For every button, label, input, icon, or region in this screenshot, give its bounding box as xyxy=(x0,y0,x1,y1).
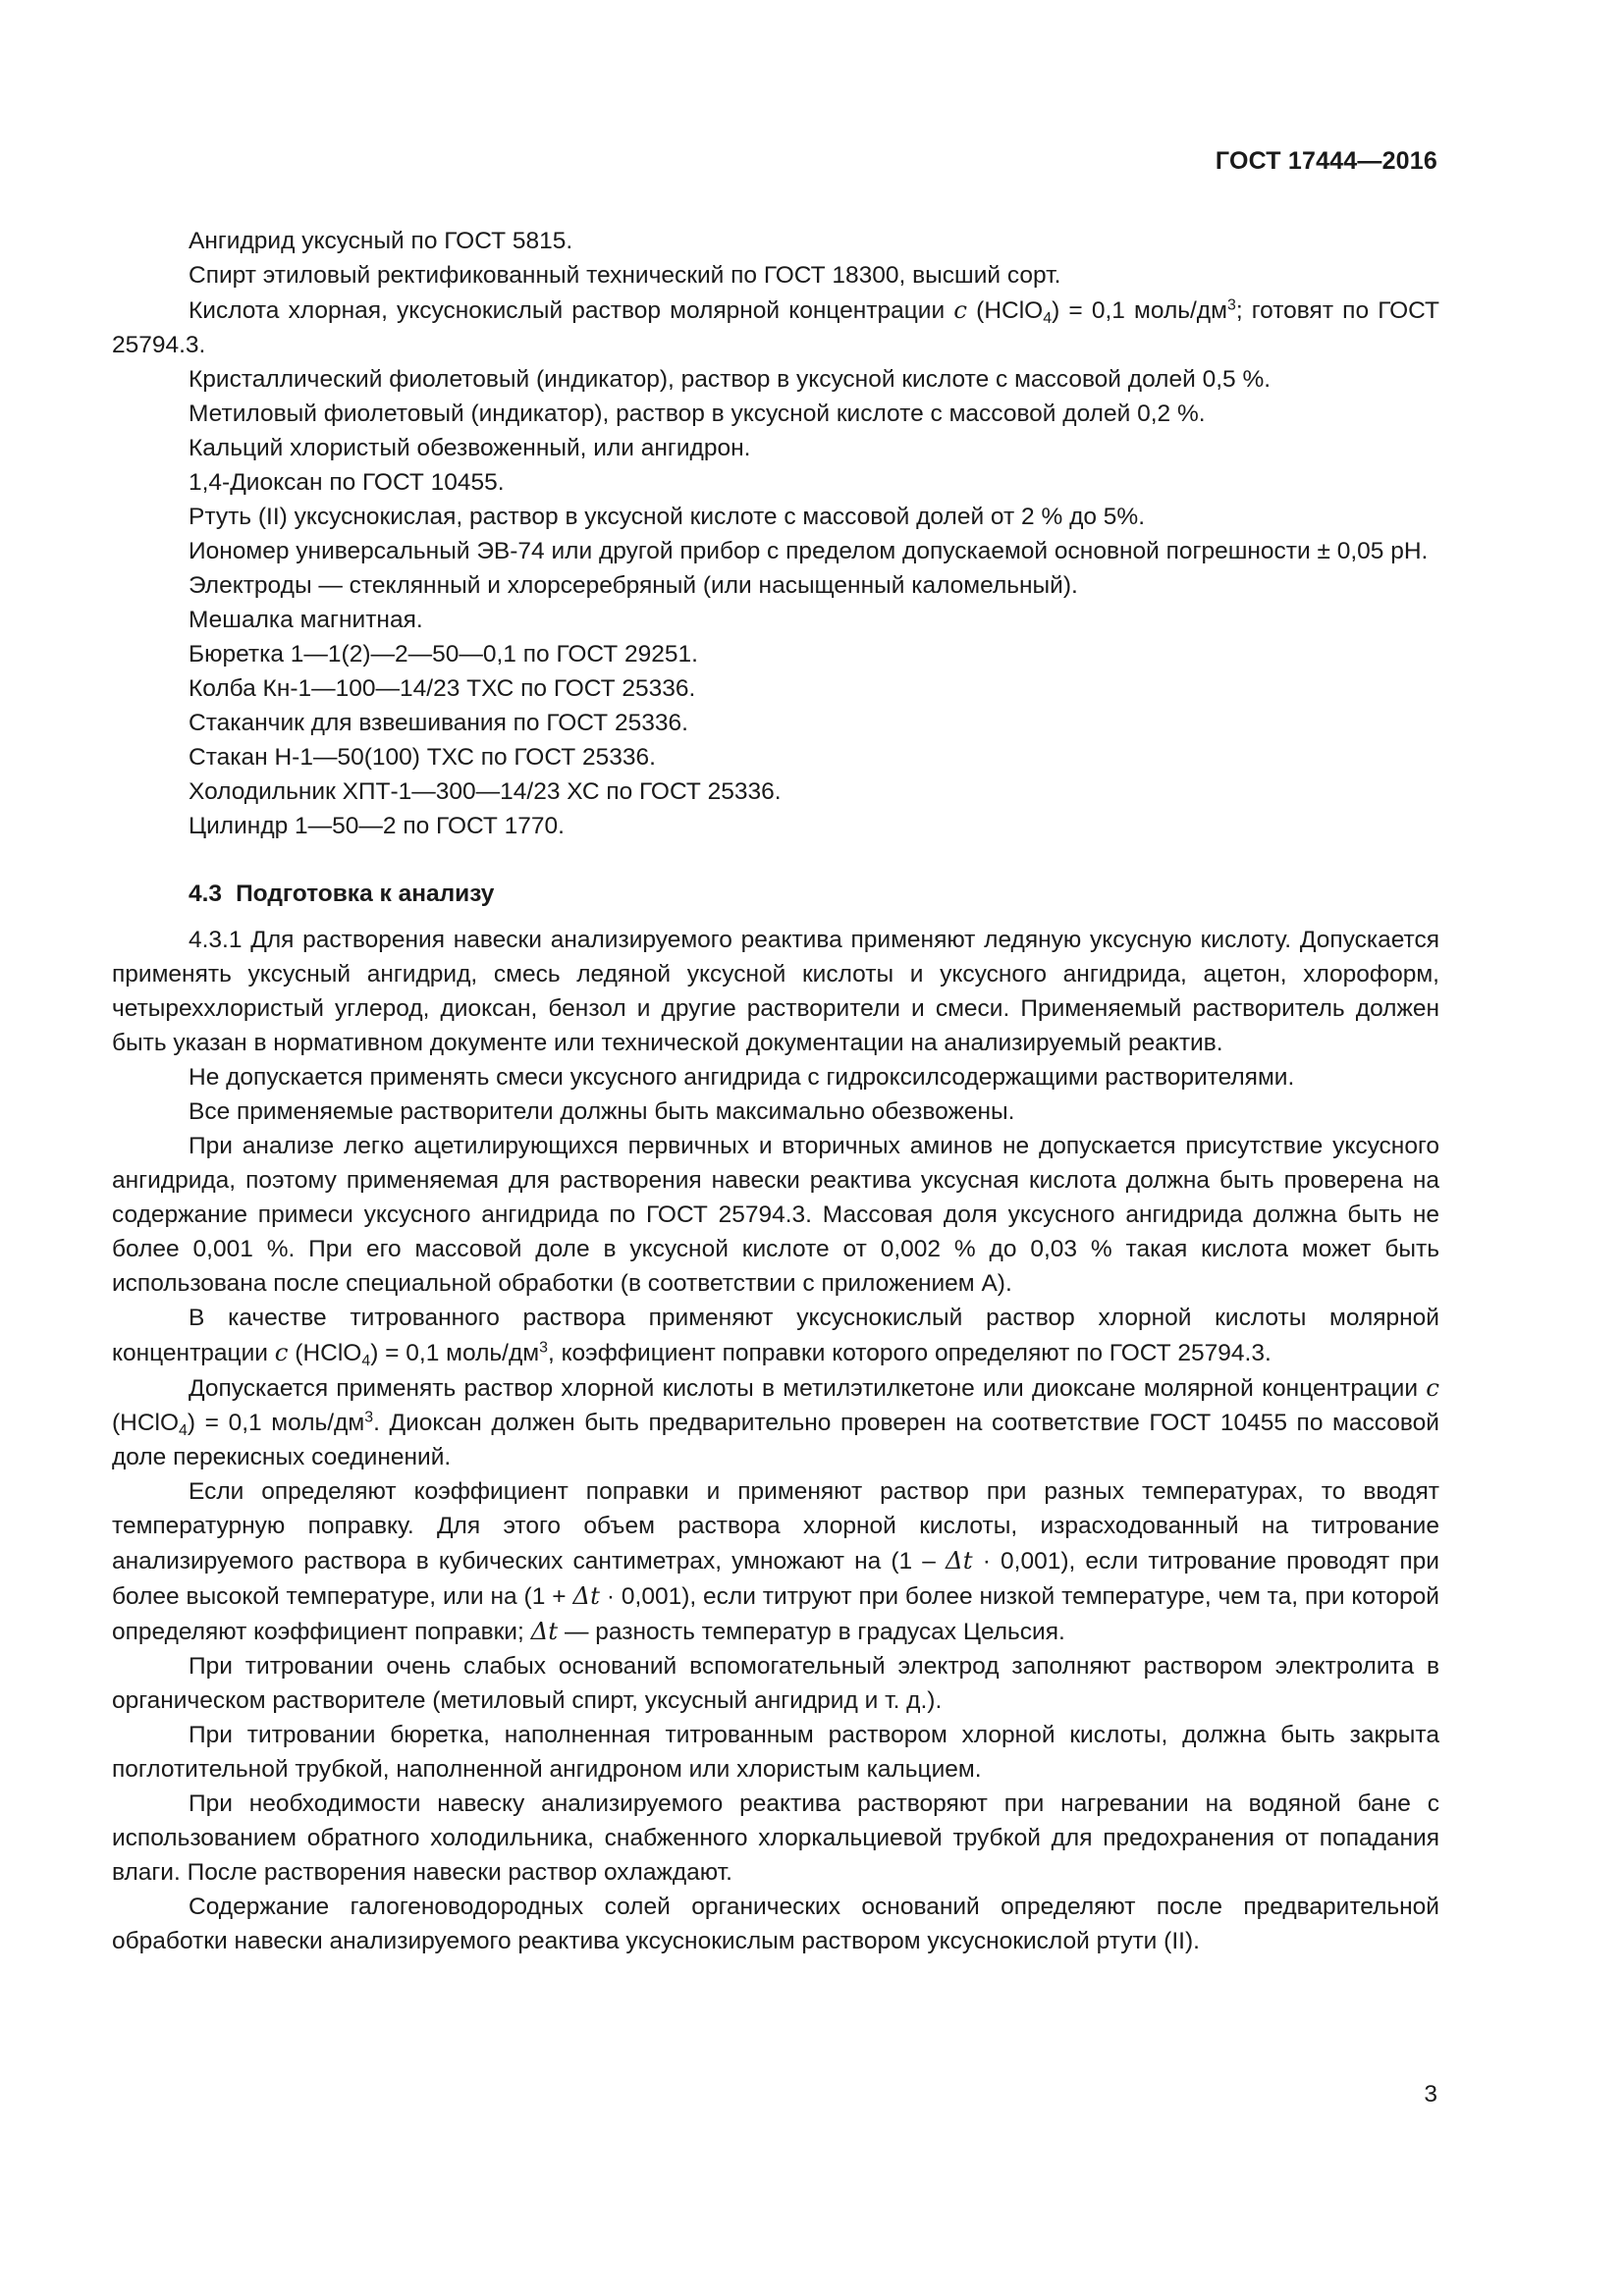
paragraph: Содержание галогеноводородных солей органических оснований определяют после предварительной обработки навески анализируемого реактива уксуснокислым раствором уксуснокислой ртути (II). xyxy=(112,1894,1439,1954)
paragraph-alternate-solvent: Допускается применять раствор хлорной кислоты в метилэтилкетоне или диоксане молярной концентрации c (HClO$_4$) = 0,1 моль/$дм^3$. Диоксан должен быть предварительно проверен на соответствие ГОСТ 10455 по массовой доле перекисных соединений. xyxy=(112,1373,1439,1470)
material-item: 1,4-Диоксан по ГОСТ 10455. xyxy=(189,469,505,496)
material-item: Стаканчик для взвешивания по ГОСТ 25336. xyxy=(189,710,688,736)
material-item: Бюретка 1—1(2)—2—50—0,1 по ГОСТ 29251. xyxy=(189,641,698,667)
material-item: Стакан Н-1—50(100) ТХС по ГОСТ 25336. xyxy=(189,744,656,771)
paragraph: При анализе легко ацетилирующихся первичных и вторичных аминов не допускается присутствие уксусного ангидрида, поэтому применяемая для растворения навески реактива уксусная кислота должна быть проверена на содержание примеси уксусного ангидрида по ГОСТ 25794.3. Массовая доля уксусного ангидрида должна быть не более 0,001 %. При его массовой доле в уксусной кислоте от 0,002 % до 0,03 % такая кислота может быть использована после специальной обработки (в соответствии с приложением А). xyxy=(112,1133,1439,1297)
material-item: Электроды — стеклянный и хлорсеребряный (или насыщенный каломельный). xyxy=(189,572,1078,599)
paragraph: При титровании бюретка, наполненная титрованным раствором хлорной кислоты, должна быть закрыта поглотительной трубкой, наполненной ангидроном или хлористым кальцием. xyxy=(112,1722,1439,1783)
paragraph: Все применяемые растворители должны быть максимально обезвожены. xyxy=(189,1098,1015,1125)
paragraph-temperature-correction: Если определяют коэффициент поправки и применяют раствор при разных температурах, то вводят температурную поправку. Для этого объем раствора хлорной кислоты, израсходованный на титрование анализируемого раствора в кубических сантиметрах, умножают на (1 – Δt · 0,001), если титрование проводят при более высокой температуре, или на (1 + Δt · 0,001), если титруют при более низкой температуре, чем та, при которой определяют коэффициент поправки; Δt — разность температур в градусах Цельсия. xyxy=(112,1478,1439,1645)
material-item: Колба Кн-1—100—14/23 ТХС по ГОСТ 25336. xyxy=(189,675,696,702)
material-item: Мешалка магнитная. xyxy=(189,607,423,633)
document-body xyxy=(112,224,1439,1958)
material-item-perchloric-acid: Кислота хлорная, уксуснокислый раствор молярной концентрации c (HClO$_4$) = 0,1 моль/$дм^3$; готовят по ГОСТ 25794.3. xyxy=(112,295,1439,358)
material-item: Цилиндр 1—50—2 по ГОСТ 1770. xyxy=(189,813,565,839)
material-item: Кальций хлористый обезвоженный, или ангидрон. xyxy=(189,435,751,461)
material-item: Ртуть (II) уксуснокислая, раствор в уксусной кислоте с массовой долей от 2 % до 5%. xyxy=(189,504,1146,530)
section-number: 4.3 xyxy=(189,881,223,907)
material-item: Ангидрид уксусный по ГОСТ 5815. xyxy=(189,228,573,254)
material-item: Кристаллический фиолетовый (индикатор), раствор в уксусной кислоте с массовой долей 0,5 %. xyxy=(189,366,1272,393)
material-item: Спирт этиловый ректификованный технический по ГОСТ 18300, высший сорт. xyxy=(189,262,1061,289)
paragraph-titrant: В качестве титрованного раствора применяют уксуснокислый раствор хлорной кислоты молярной концентрации c (HClO$_4$) = 0,1 моль/$дм^3$, коэффициент поправки которого определяют по ГОСТ 25794.3. xyxy=(112,1305,1439,1369)
material-item: Иономер универсальный ЭВ-74 или другой прибор с пределом допускаемой основной погрешности ± 0,05 pH. xyxy=(189,538,1429,564)
section-heading xyxy=(112,877,1439,911)
paragraph: При титровании очень слабых оснований вспомогательный электрод заполняют раствором электролита в органическом растворителе (метиловый спирт, уксусный ангидрид и т. д.). xyxy=(112,1653,1439,1714)
material-item: Метиловый фиолетовый (индикатор), раствор в уксусной кислоте с массовой долей 0,2 %. xyxy=(189,400,1206,427)
page-number: 3 xyxy=(1424,2081,1437,2108)
material-item: Холодильник ХПТ-1—300—14/23 ХС по ГОСТ 25336. xyxy=(189,778,782,805)
section-title: Подготовка к анализу xyxy=(236,881,495,907)
paragraph: 4.3.1 Для растворения навески анализируемого реактива применяют ледяную уксусную кислоту. Допускается применять уксусный ангидрид, смесь ледяной уксусной кислоты и уксусного ангидрида, ацетон, хлороформ, четыреххлористый углерод, диоксан, бензол и другие растворители и смеси. Применяемый растворитель должен быть указан в нормативном документе или технической документации на анализируемый реактив. xyxy=(112,927,1439,1056)
paragraph: Не допускается применять смеси уксусного ангидрида с гидроксилсодержащими растворителями. xyxy=(189,1064,1295,1091)
document-header-standard-id: ГОСТ 17444—2016 xyxy=(1215,147,1437,175)
paragraph: При необходимости навеску анализируемого реактива растворяют при нагревании на водяной бане с использованием обратного холодильника, снабженного хлоркальциевой трубкой для предохранения от попадания влаги. После растворения навески раствор охлаждают. xyxy=(112,1790,1439,1886)
